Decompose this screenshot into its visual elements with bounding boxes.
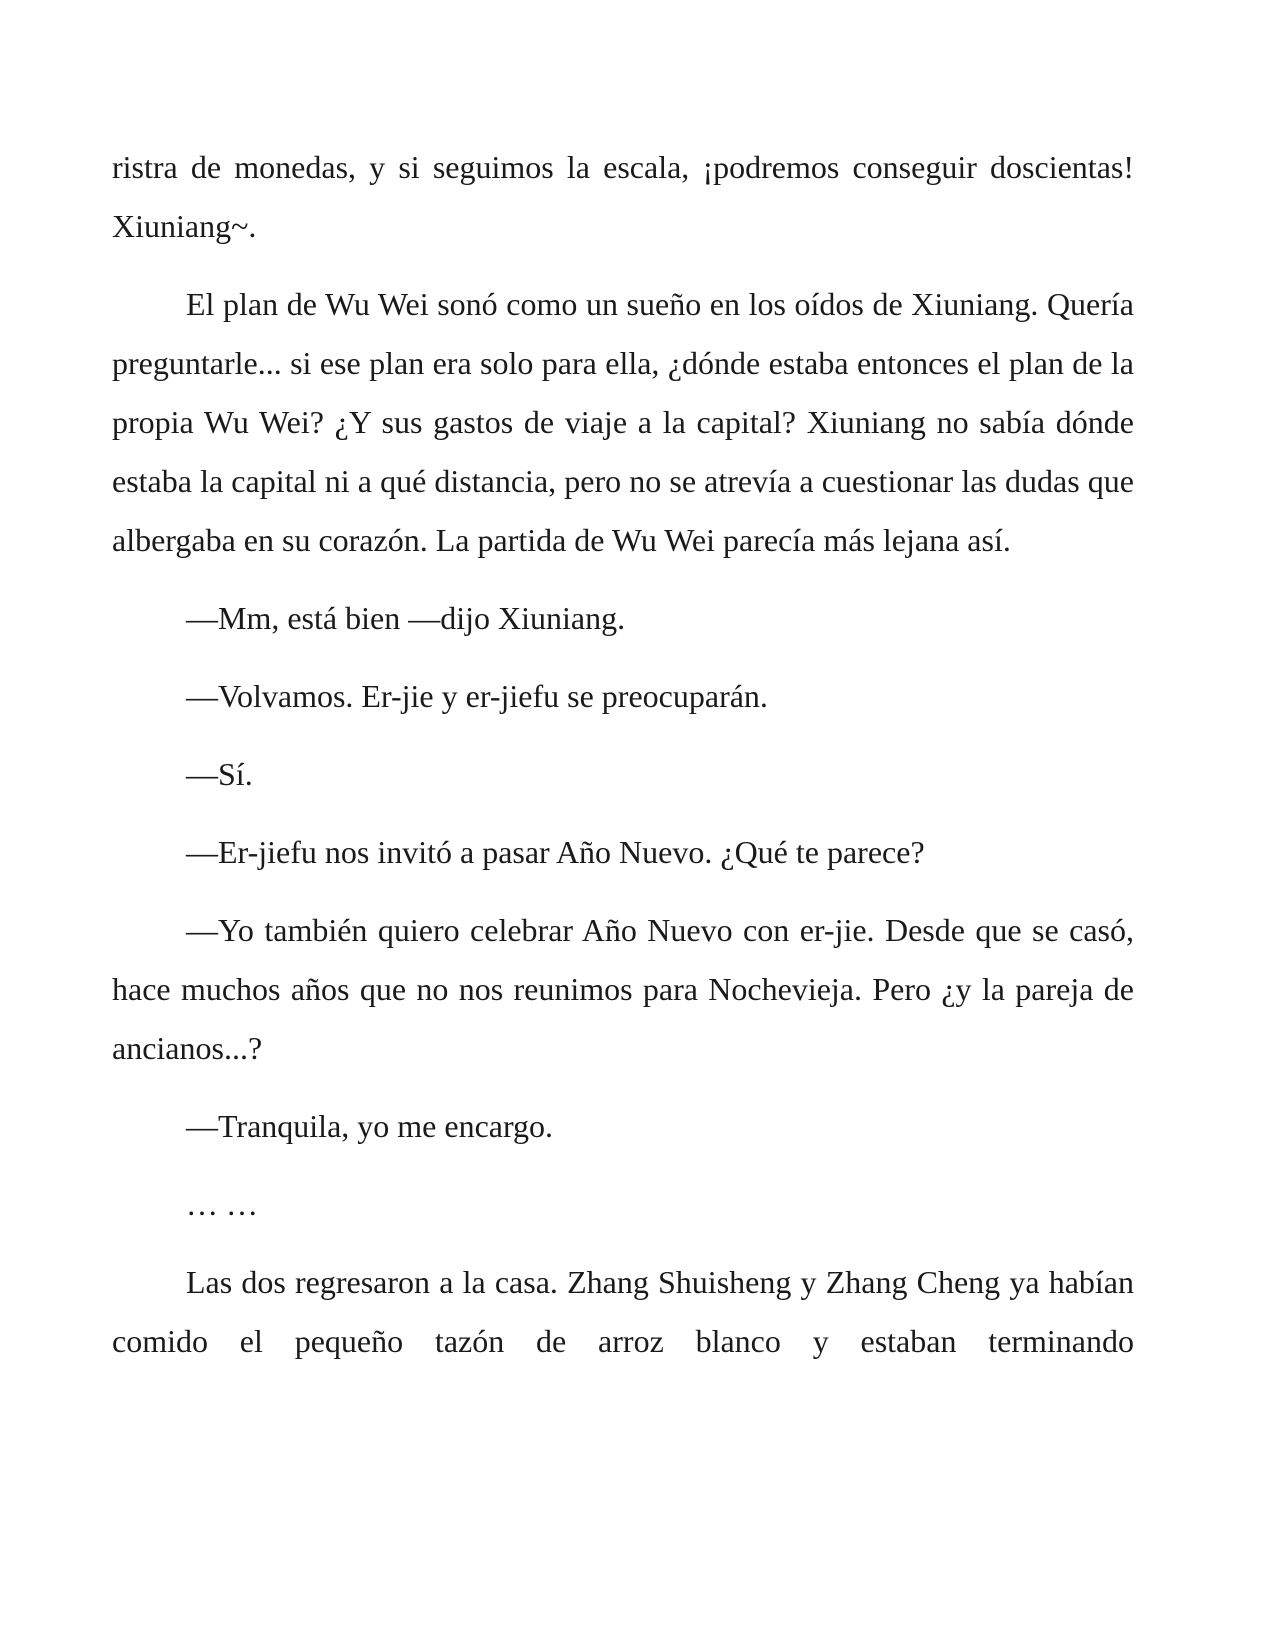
body-text (112, 138, 1134, 1390)
dialogue-line: —Yo también quiero celebrar Año Nuevo con er-jie. Desde que se casó, hace muchos años que no nos reunimos para Nochevieja. Pero ¿y la pareja de ancianos...? (112, 912, 1134, 1066)
scene-break: … … (186, 1186, 258, 1222)
paragraph-continuation: ristra de monedas, y si seguimos la escala, ¡podremos conseguir doscientas! Xiuniang~. (112, 149, 1134, 244)
dialogue-line: —Mm, está bien —dijo Xiuniang. (186, 600, 626, 636)
paragraph-wu-wei-plan: El plan de Wu Wei sonó como un sueño en los oídos de Xiuniang. Quería preguntarle... si ese plan era solo para ella, ¿dónde estaba entonces el plan de la propia Wu Wei? ¿Y sus gastos de viaje a la capital? Xiuniang no sabía dónde estaba la capital ni a qué distancia, pero no se atrevía a cuestionar las dudas que albergaba en su corazón. La partida de Wu Wei parecía más lejana así. (112, 286, 1134, 558)
dialogue-line: —Sí. (186, 756, 253, 792)
dialogue-line: —Volvamos. Er-jie y er-jiefu se preocuparán. (186, 678, 768, 714)
dialogue-line: —Tranquila, yo me encargo. (186, 1108, 554, 1144)
dialogue-line: —Er-jiefu nos invitó a pasar Año Nuevo. ¿Qué te parece? (186, 834, 925, 870)
paragraph-return-home: Las dos regresaron a la casa. Zhang Shuisheng y Zhang Cheng ya habían comido el pequeño tazón de arroz blanco y estaban terminando (112, 1264, 1134, 1359)
